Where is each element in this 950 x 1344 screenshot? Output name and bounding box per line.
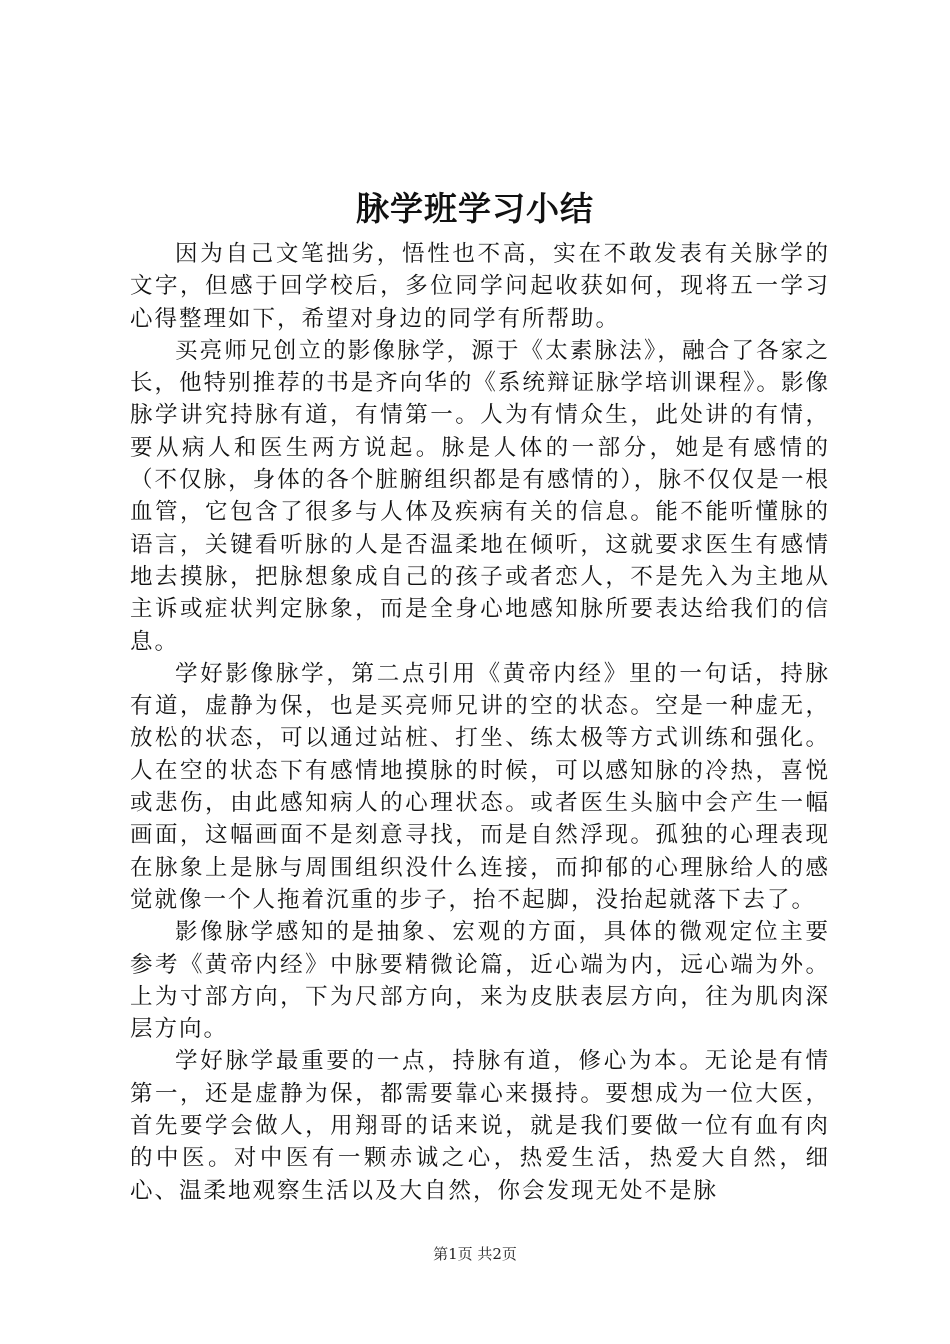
paragraph-xujing-weibao: 学好影像脉学，第二点引用《黄帝内经》里的一句话，持脉有道，虚静为保，也是买亮师兄讲的空的状态。空是一种虚无，放松的状态，可以通过站桩、打坐、练太极等方式训练和强化。人在空的状态下有感情地摸脉的时候，可以感知脉的冷热，喜悦或悲伤，由此感知病人的心理状态。或者医生头脑中会产生一幅画面，这幅画面不是刻意寻找，而是自然浮现。孤独的心理表现在脉象上是脉与周围组织没什么连接，而抑郁的心理脉给人的感觉就像一个人拖着沉重的步子，抬不起脚，没抬起就落下去了。: [130, 660, 830, 913]
paragraph-yingxiang-maixue: 买亮师兄创立的影像脉学，源于《太素脉法》，融合了各家之长，他特别推荐的书是齐向华的《系统辩证脉学培训课程》。影像脉学讲究持脉有道，有情第一。人为有情众生，此处讲的有情，要从病人和医生两方说起。脉是人体的一部分，她是有感情的（不仅脉，身体的各个脏腑组织都是有感情的），脉不仅仅是一根血管，它包含了很多与人体及疾病有关的信息。能不能听懂脉的语言，关键看听脉的人是否温柔地在倾听，这就要求医生有感情地去摸脉，把脉想象成自己的孩子或者恋人，不是先入为主地从主诉或症状判定脉象，而是全身心地感知脉所要表达给我们的信息。: [130, 337, 830, 655]
document-body: [130, 238, 830, 1207]
page-footer: 第1页 共2页: [433, 1245, 517, 1263]
paragraph-intro: 因为自己文笔拙劣，悟性也不高，实在不敢发表有关脉学的文字，但感于回学校后，多位同学问起收获如何，现将五一学习心得整理如下，希望对身边的同学有所帮助。: [130, 241, 830, 332]
document-title: 脉学班学习小结: [356, 189, 594, 228]
paragraph-weiguan-dingwei: 影像脉学感知的是抽象、宏观的方面，具体的微观定位主要参考《黄帝内经》中脉要精微论篇，近心端为内，远心端为外。上为寸部方向，下为尺部方向，来为皮肤表层方向，往为肌肉深层方向。: [130, 919, 830, 1043]
paragraph-xiuxin-weiben: 学好脉学最重要的一点，持脉有道，修心为本。无论是有情第一，还是虚静为保，都需要靠心来摄持。要想成为一位大医，首先要学会做人，用翔哥的话来说，就是我们要做一位有血有肉的中医。对中医有一颗赤诚之心，热爱生活，热爱大自然，细心、温柔地观察生活以及大自然，你会发现无处不是脉: [130, 1048, 830, 1204]
